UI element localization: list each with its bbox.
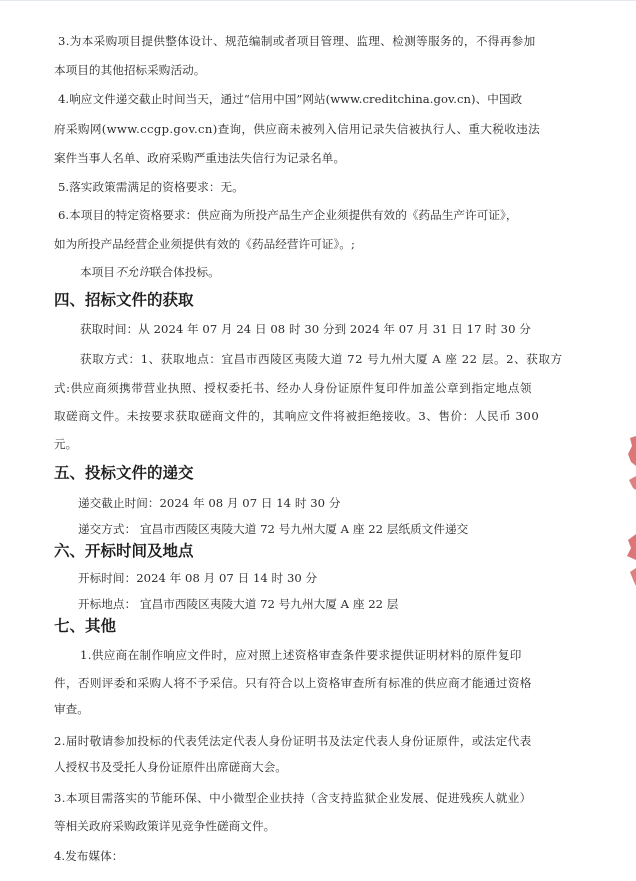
para-6-line-2: 如为所投产品经营企业须提供有效的《药品经营许可证》。; (54, 237, 355, 251)
submit-deadline: 递交截止时间：2024 年 08 月 07 日 14 时 30 分 (78, 496, 341, 510)
para-4-line-1: 4.响应文件递交截止时间当天，通过“信用中国”网站(www.creditchina.gov.cn)、中国政 (58, 92, 523, 106)
opening-time: 开标时间：2024 年 08 月 07 日 14 时 30 分 (78, 571, 318, 585)
para-4-line-3: 案件当事人名单、政府采购严重违法失信行为记录名单。 (54, 151, 346, 165)
obtain-time: 获取时间：从 2024 年 07 月 24 日 08 时 30 分到 2024 年 07 月 31 日 17 时 30 分 (80, 322, 531, 336)
other-1-line-3: 审查。 (54, 702, 89, 716)
opening-location: 开标地点： 宜昌市西陵区夷陵大道 72 号九州大厦 A 座 22 层 (78, 597, 399, 611)
obtain-method-line-3: 取磋商文件。未按要求获取磋商文件的，其响应文件将被拒绝接收。3、售价：人民币 300 (54, 409, 540, 423)
other-2-line-2: 人授权书及受托人身份证原件出席磋商大会。 (54, 760, 287, 774)
page-top-rule (0, 0, 636, 1)
other-2-line-1: 2.届时敬请参加投标的代表凭法定代表人身份证明书及法定代表人身份证原件，或法定代表 (54, 734, 532, 748)
other-1-line-2: 件，否则评委和采购人将不予采信。只有符合以上资格审查所有标准的供应商才能通过资格 (54, 676, 532, 690)
section-heading-7: 七、其他 (54, 616, 117, 635)
obtain-method-line-4: 元。 (54, 437, 78, 451)
obtain-method-line-2: 式:供应商须携带营业执照、授权委托书、经办人身份证原件复印件加盖公章到指定地点领 (54, 381, 533, 395)
section-heading-4: 四、招标文件的获取 (54, 290, 194, 309)
not-allowed-text: 不允许 (114, 265, 150, 279)
para-5: 5.落实政策需满足的资格要求：无。 (58, 180, 244, 194)
other-4: 4.发布媒体： (54, 849, 124, 863)
para-3-line-2: 本项目的其他招标采购活动。 (54, 63, 206, 77)
obtain-method-line-1: 获取方式：1、获取地点：宜昌市西陵区夷陵大道 72 号九州大厦 A 座 22 层。2、获取方 (80, 352, 563, 366)
section-heading-5: 五、投标文件的递交 (54, 463, 194, 482)
consortium-note: 本项目不允许联合体投标。 (80, 265, 220, 279)
other-3-line-2: 等相关政府采购政策详见竞争性磋商文件。 (54, 819, 276, 833)
para-4-line-2: 府采购网(www.ccgp.gov.cn)查询，供应商未被列入信用记录失信被执行人、重大税收违法 (54, 122, 541, 136)
other-1-line-1: 1.供应商在制作响应文件时，应对照上述资格审查条件要求提供证明材料的原件复印 (80, 648, 522, 662)
other-3-line-1: 3.本项目需落实的节能环保、中小微型企业扶持（含支持监狱企业发展、促进残疾人就业） (54, 791, 532, 805)
section-heading-6: 六、开标时间及地点 (54, 541, 194, 560)
red-seal-fragment (626, 436, 636, 586)
submit-method: 递交方式： 宜昌市西陵区夷陵大道 72 号九州大厦 A 座 22 层纸质文件递交 (78, 522, 469, 536)
para-3-line-1: 3.为本采购项目提供整体设计、规范编制或者项目管理、监理、检测等服务的，不得再参加 (58, 34, 536, 48)
para-6-line-1: 6.本项目的特定资格要求：供应商为所投产品生产企业须提供有效的《药品生产许可证》， (58, 208, 518, 222)
